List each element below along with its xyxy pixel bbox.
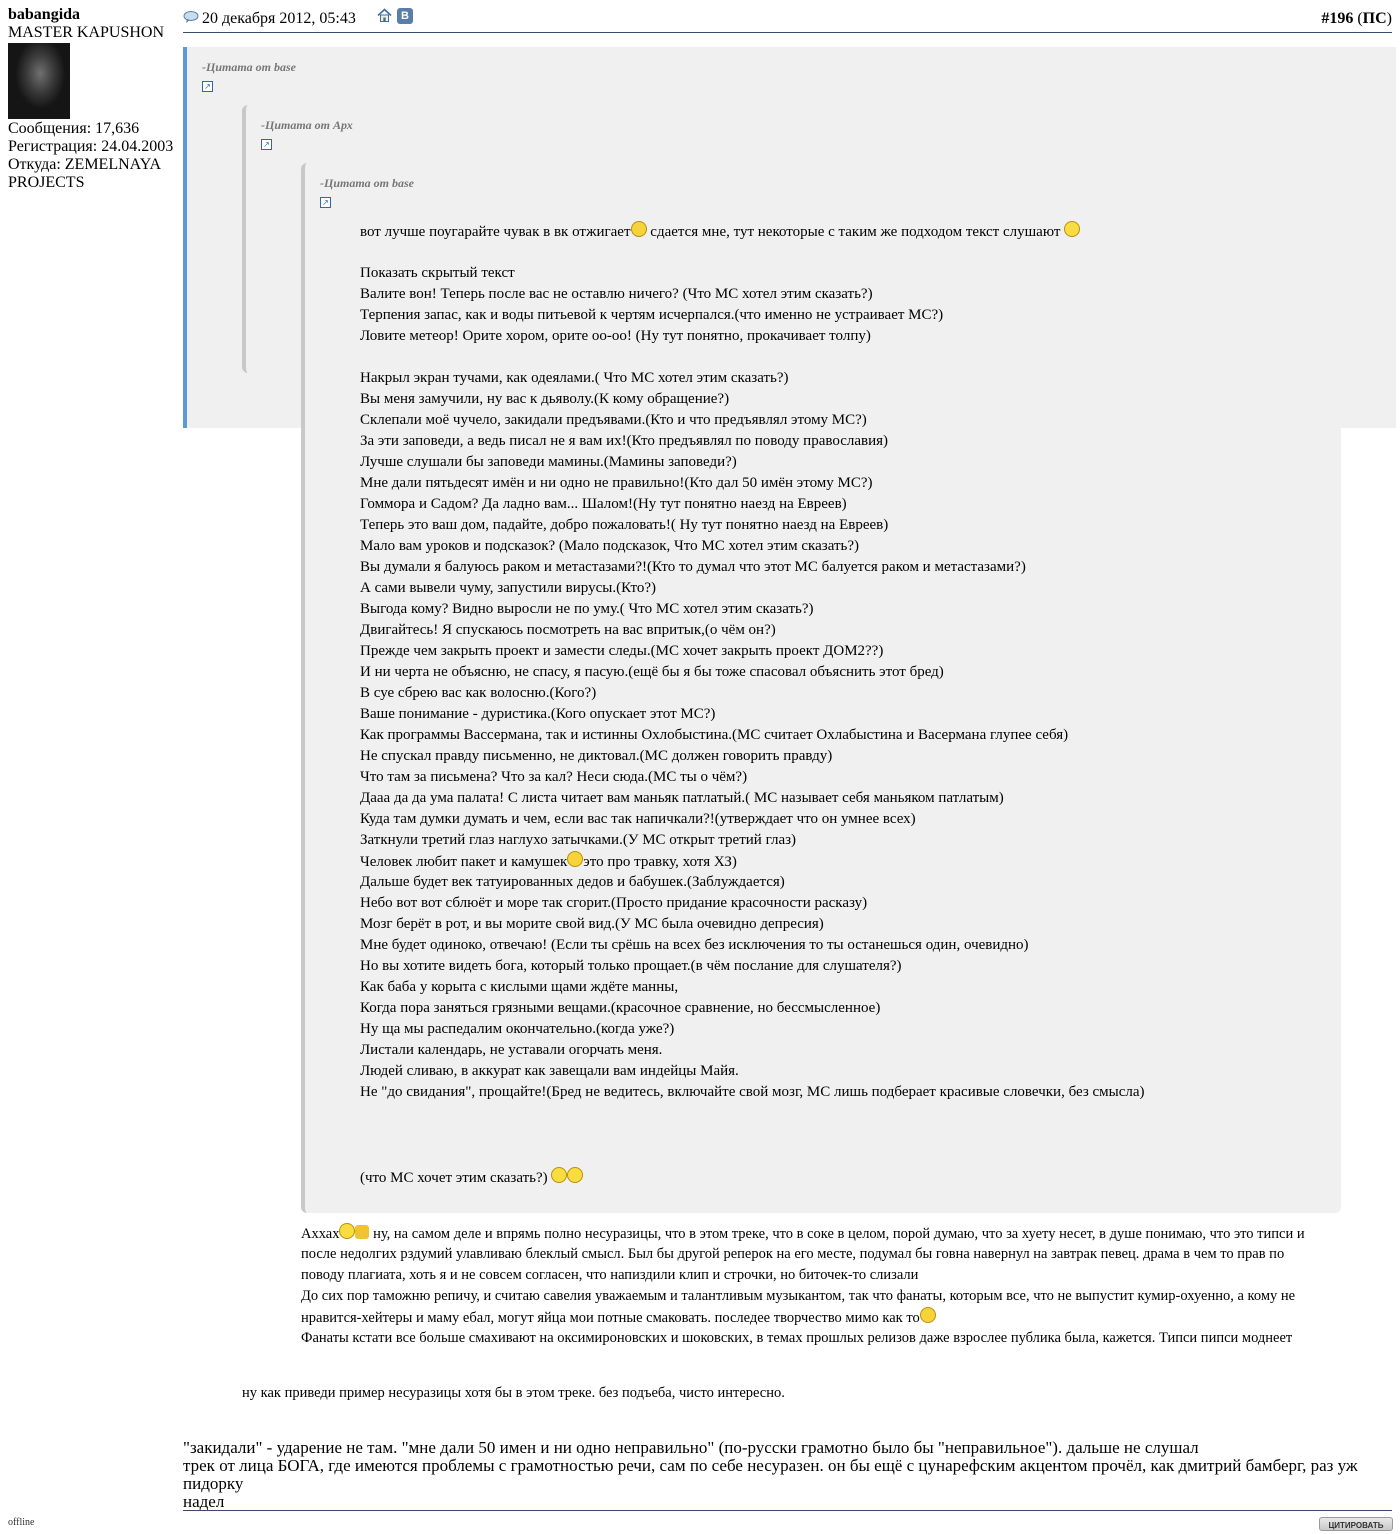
post-number-paren-close: ) <box>1386 10 1392 27</box>
quote-text-part: (что МС хочет этим сказать?) <box>360 1170 552 1186</box>
laugh-icon <box>567 1167 583 1183</box>
quote-line <box>301 1307 1305 1328</box>
lyric-line: Выгода кому? Видно выросли не по уму.( Что МС хотел этим сказать?) <box>360 601 814 617</box>
avatar <box>8 43 70 119</box>
lyric-line: Не "до свидания", прощайте!(Бред не ведитесь, включайте свой мозг, МС лишь подберает красивые словечки, без смысла) <box>360 1084 1145 1100</box>
lyric-line: И ни черта не объясню, не спасу, я пасую.(ещё бы я бы тоже спасовал объяснить этот бред) <box>360 664 944 680</box>
quote-line: ну как приведи пример несуразицы хотя бы в этом треке. без подъеба, чисто интересно. <box>242 1385 785 1401</box>
lyric-line: Дальше будет век татуированных дедов и бабушек.(Заблуждается) <box>360 874 785 890</box>
user-posts-count: Сообщения: 17,636 <box>8 120 140 137</box>
lyric-line: Ваше понимание - дуристика.(Кого опускает этот МС?) <box>360 706 716 722</box>
post-header <box>183 6 1392 33</box>
quote-line: поводу плагиата, хоть я и не совсем согласен, что напиздили клип и строчки, но биточек-то слизали <box>301 1267 919 1283</box>
quote-line <box>360 1167 583 1188</box>
quote-text-part: нравится-хейтеры и маму ебал, могут яйца мои потные смаковать. последее творчество мимо как то <box>301 1310 920 1326</box>
quote-text <box>360 221 1080 284</box>
lyric-line: Накрыл экран тучами, как одеялами.( Что МС хотел этим сказать?) <box>360 370 789 386</box>
quote-line <box>360 221 1080 242</box>
lyric-line: Что там за письмена? Что за кал? Неси сюда.(МС ты о чём?) <box>360 769 748 785</box>
online-status: offline <box>8 1517 35 1528</box>
lyric-line: Терпения запас, как и воды питьевой к чертям исчерпался.(что именно не устраивает МС?) <box>360 307 944 323</box>
post-line: "закидали" - ударение не там. "мне дали 50 имен и ни одно неправильно" (по-русски грамотно было бы "неправильное"). дальше не слушал <box>183 1438 1199 1457</box>
post-line: надел <box>183 1492 225 1511</box>
blank-line <box>360 242 1080 263</box>
lyric-line: Прежде чем закрыть проект и замести следы.(МС хочет закрыть проект ДОМ2??) <box>360 643 884 659</box>
laugh-icon <box>1064 221 1080 237</box>
user-registration: Регистрация: 24.04.2003 <box>8 138 174 155</box>
jump-to-post-icon[interactable]: ↗ <box>261 139 272 150</box>
base-quote-reply <box>242 1383 785 1404</box>
lyric-line: Мне дали пятьдесят имён и ни одно не правильно!(Кто дал 50 имён этому МС?) <box>360 475 873 491</box>
quote-text-part: сдается мне, тут некоторые с таким же подходом текст слушают <box>646 224 1065 240</box>
lyric-line: Мозг берёт в рот, и вы морите свой вид.(У МС была очевидно депресия) <box>360 916 824 932</box>
lyric-line: Заткнули третий глаз наглухо затычками.(У МС открыт третий глаз) <box>360 832 797 848</box>
post-icon <box>183 11 199 23</box>
lyric-line: Листали календарь, не уставали огорчать меня. <box>360 1042 663 1058</box>
vk-icon[interactable]: В <box>397 8 413 24</box>
post-body <box>183 1439 1392 1511</box>
user-rank: MASTER KAPUSHON <box>8 24 165 41</box>
jump-to-post-icon[interactable]: ↗ <box>320 197 331 208</box>
lyric-line: Небо вот вот сблюёт и море так сгорит.(Просто придание красочности расказу) <box>360 895 868 911</box>
quote-line: после недолгих рздумий улавливаю блеклый смысл. Был бы другой реперок на его месте, подумал бы говна навернул на завтрак певец. драма в чем то прав по <box>301 1246 1285 1262</box>
lyric-line: Но вы хотите видеть бога, который только прощает.(в чём послание для слушателя?) <box>360 958 902 974</box>
lyrics-block-1 <box>360 284 943 347</box>
post-number-paren-open: ( <box>1353 10 1363 27</box>
quote-text-part: Аххах <box>301 1226 340 1242</box>
quote-title: -Цитата от Арх <box>261 118 353 132</box>
post-line: трек от лица БОГА, где имеются проблемы с грамотностью речи, сам по себе несуразен. он бы ещё с цунарефским акцентом прочёл, как дмитрий бамберг, раз уж пидорку <box>183 1456 1358 1493</box>
lyric-line: Как баба у корыта с кислыми щами ждёте манны, <box>360 979 679 995</box>
thumbs-up-icon <box>355 1225 369 1239</box>
post-number[interactable] <box>1321 10 1392 28</box>
quote-line <box>301 1223 1305 1244</box>
post-number-value[interactable]: #196 <box>1321 10 1354 27</box>
post-divider <box>183 1510 1392 1511</box>
user-location-cont: PROJECTS <box>8 174 85 191</box>
lyric-line: Когда пора заняться грязными вещами.(красочное сравнение, но бессмысленное) <box>360 1000 881 1016</box>
quote-title: -Цитата от base <box>202 60 297 74</box>
show-hidden-text[interactable]: Показать скрытый текст <box>360 265 515 281</box>
confused-icon <box>920 1307 936 1323</box>
quote-text-part: Человек любит пакет и камушек <box>360 854 568 870</box>
quote-text-part: вот лучше поугарайте чувак в вк отжигает <box>360 224 631 240</box>
jump-to-post-icon[interactable]: ↗ <box>202 81 213 92</box>
lyric-line: Мало вам уроков и подсказок? (Мало подсказок, Что МС хотел этим сказать?) <box>360 538 860 554</box>
lyric-line: Куда там думки думать и чем, если вас так напичкали?!(утверждает что он умнее всех) <box>360 811 916 827</box>
lyric-line: Ловите метеор! Орите хором, орите оо-оо! (Ну тут понятно, прокачивает толпу) <box>360 328 871 344</box>
laugh-icon <box>339 1223 355 1239</box>
smile-icon <box>631 221 647 237</box>
lyric-line: Как программы Вассермана, так и истинны Охлобыстина.(МС считает Охлабыстина и Васермана глупее себя) <box>360 727 1069 743</box>
lyric-line: Людей сливаю, в аккурат как завещали вам индейцы Майя. <box>360 1063 739 1079</box>
lyric-line: Мне будет одиноко, отвечаю! (Если ты срёшь на всех без исключения то ты останешься один, очевидно) <box>360 937 1029 953</box>
lyric-line: Склепали моё чучело, закидали предъявами.(Кто и что предъявлял этому МС?) <box>360 412 867 428</box>
user-info <box>8 6 180 192</box>
lyric-line: Лучше слушали бы заповеди мамины.(Мамины заповеди?) <box>360 454 737 470</box>
post-date: 20 декабря 2012, 05:43 <box>202 10 356 27</box>
quote-outro <box>360 1167 583 1188</box>
lyric-line: Не спускал правду письменно, не диктовал.(МС должен говорить правду) <box>360 748 833 764</box>
lyric-line <box>360 851 1145 872</box>
quote-button[interactable]: ЦИТИРОВАТЬ <box>1319 1517 1393 1531</box>
lyric-line: Вы меня замучили, ну вас к дьяволу.(К кому обращение?) <box>360 391 730 407</box>
home-icon[interactable] <box>377 8 392 23</box>
arh-quote-text <box>301 1223 1305 1349</box>
post-number-suffix[interactable]: ПС <box>1362 10 1387 27</box>
lyric-line: Двигайтесь! Я спускаюсь посмотреть на вас впритык,(о чём он?) <box>360 622 776 638</box>
stoned-icon <box>567 851 583 867</box>
lyric-line: Валите вон! Теперь после вас не оставлю ничего? (Что МС хотел этим сказать?) <box>360 286 873 302</box>
quote-line: Фанаты кстати все больше смахивают на оксимироновских и шоковских, в темах прошлых релизов даже взрослее публика была, кажется. Типси пипси моднеет <box>301 1330 1293 1346</box>
username[interactable]: babangida <box>8 6 81 23</box>
lyric-line: Вы думали я балуюсь раком и метастазами?!(Кто то думал что этот МС балуется раком и метастазами?) <box>360 559 1026 575</box>
quote-line: До сих пор таможню репичу, и считаю савелия уважаемым и талантливым музыкантом, так что фанаты, которым все, что не выпустит кумир-охуенно, а кому не <box>301 1288 1296 1304</box>
quote-text-part: это про травку, хотя ХЗ) <box>583 854 737 870</box>
lyric-line: Гоммора и Садом? Да ладно вам... Шалом!(Ну тут понятно наезд на Евреев) <box>360 496 847 512</box>
quote-title: -Цитата от base <box>320 176 415 190</box>
lyric-line: В суе сбрею вас как волосню.(Кого?) <box>360 685 597 701</box>
laugh-icon <box>551 1167 567 1183</box>
user-location: Откуда: ZEMELNAYA <box>8 156 162 173</box>
lyrics-block-2 <box>360 368 1145 1103</box>
lyric-line: Дааа да да ума палата! С листа читает вам маньяк патлатый.( МС называет себя маньяком патлатым) <box>360 790 1004 806</box>
quote-text-part: ну, на самом деле и впрямь полно несуразицы, что в этом треке, что в соке в целом, порой думаю, что за хуету несет, в душе понимаю, что это типси и <box>369 1226 1305 1242</box>
lyric-line: Ну ща мы распедалим окончательно.(когда уже?) <box>360 1021 675 1037</box>
lyric-line: А сами вывели чуму, запустили вирусы.(Кто?) <box>360 580 657 596</box>
lyric-line: Теперь это ваш дом, падайте, добро пожаловать!( Ну тут понятно наезд на Евреев) <box>360 517 889 533</box>
lyric-line: За эти заповеди, а ведь писал не я вам их!(Кто предъявлял по поводу православия) <box>360 433 889 449</box>
